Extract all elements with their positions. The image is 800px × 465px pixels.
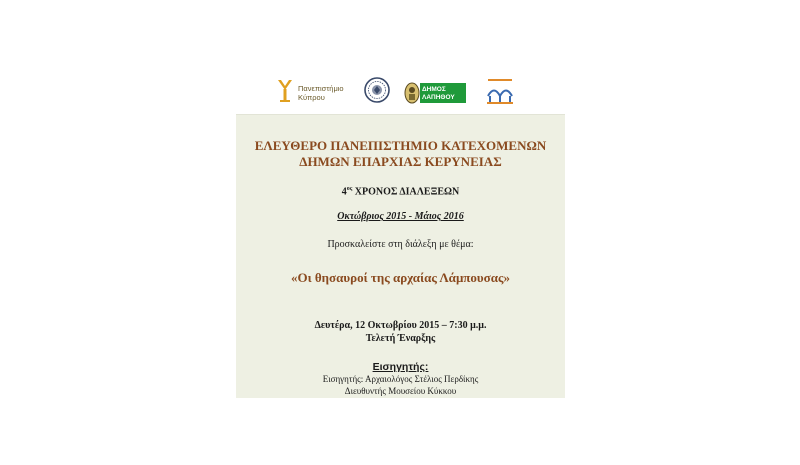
seal-icon (364, 77, 390, 103)
logo-bar (236, 68, 565, 115)
opening-ceremony: Τελετή Έναρξης (365, 333, 436, 344)
title-line-1: ΕΛΕΥΘΕΡΟ ΠΑΝΕΠΙΣΤΗΜΙΟ ΚΑΤΕΧΟΜΕΝΩΝ (254, 138, 547, 153)
municipality-name-line2: ΛΑΠΗΘΟΥ (422, 94, 455, 101)
year-suffix: ος (346, 186, 353, 192)
seal-emblem (364, 77, 390, 103)
arches-icon (486, 76, 514, 106)
speaker-heading: Εισηγητής: (372, 361, 429, 373)
speaker-role: Διευθυντής Μουσείου Κύκκου (344, 386, 457, 396)
municipality-name-line1: ΔΗΜΟΣ (422, 86, 446, 93)
municipality-crest-icon (404, 82, 420, 104)
title-line-2: ΔΗΜΩΝ ΕΠΑΡΧΙΑΣ ΚΕΡΥΝΕΙΑΣ (299, 154, 502, 169)
university-of-cyprus-logo (276, 78, 348, 104)
arches-emblem (486, 76, 514, 106)
invitation-text: Προσκαλείστε στη διάλεξη με θέμα: (327, 239, 474, 250)
lecture-date-time: Δευτέρα, 12 Οκτωβρίου 2015 – 7:30 μ.μ. (314, 320, 487, 331)
lecture-year (236, 186, 565, 197)
municipality-lapithos-logo (404, 82, 466, 104)
lecture-period: Οκτώβριος 2015 - Μάιος 2016 (337, 211, 464, 222)
year-text: ΧΡΟΝΟΣ ΔΙΑΛΕΞΕΩΝ (352, 186, 460, 198)
lecture-topic: «Οι θησαυροί της αρχαίας Λάμπουσας» (290, 270, 510, 285)
university-name-line2: Κύπρου (298, 93, 325, 102)
university-emblem-icon (276, 78, 294, 104)
year-number: 4 (341, 186, 347, 198)
speaker-name: Εισηγητής: Αρχαιολόγος Στέλιος Περδίκης (322, 374, 479, 384)
event-flyer (236, 68, 565, 398)
university-name-line1: Πανεπιστήμιο (298, 84, 344, 93)
